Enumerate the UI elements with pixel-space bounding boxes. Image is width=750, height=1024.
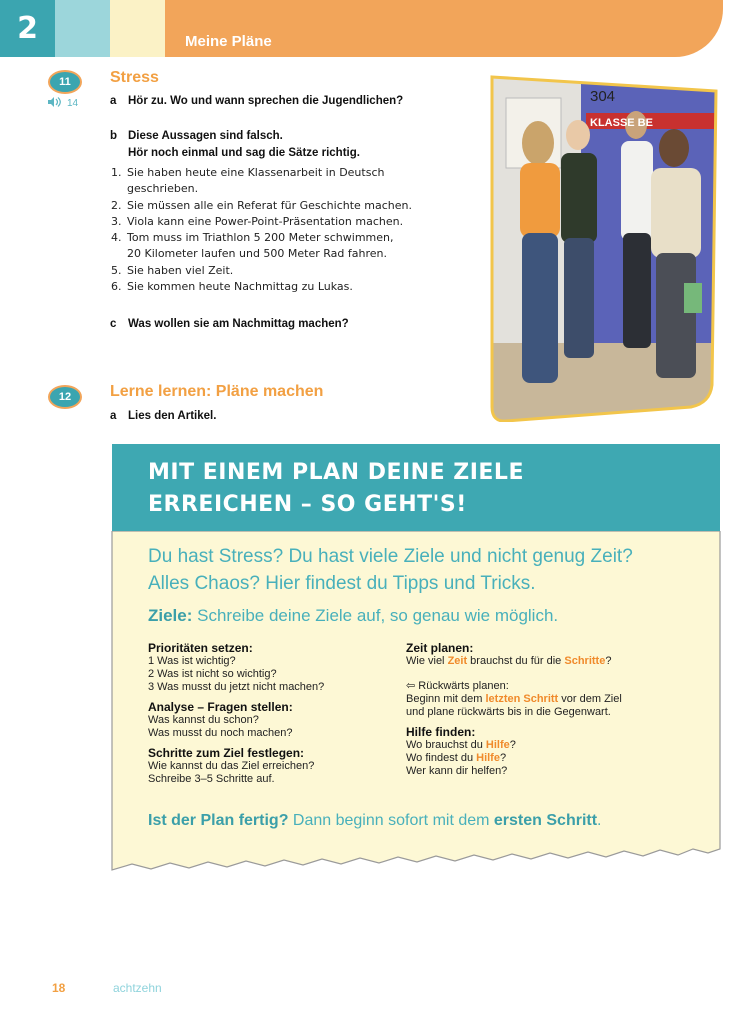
statement-line — [111, 263, 491, 279]
speaker-icon — [47, 97, 63, 110]
task-text: Lies den Artikel. — [128, 410, 217, 422]
task-11a — [110, 95, 403, 107]
header-band-teal — [55, 0, 110, 57]
prio-line: 2 Was ist nicht so wichtig? — [148, 668, 277, 680]
zeit-line: Wie viel Zeit brauchst du für die Schritte? — [406, 655, 612, 667]
statement-number: 3. — [111, 214, 122, 228]
rueckwaerts-label: ⇦ Rückwärts planen: — [406, 680, 509, 692]
statement-text: Tom muss im Triathlon 5 200 Meter schwimmen, — [127, 231, 394, 245]
task-text: Diese Aussagen sind falsch. — [128, 130, 283, 142]
intro-line-2: Alles Chaos? Hier findest du Tipps und Tricks. — [148, 573, 536, 594]
audio-track-number: 14 — [67, 98, 79, 109]
hilfe-line: Wo brauchst du Hilfe? — [406, 739, 516, 751]
intro-line-1: Du hast Stress? Du hast viele Ziele und nicht genug Zeit? — [148, 546, 633, 567]
classroom-photo — [486, 73, 722, 422]
article-left-column — [148, 642, 398, 793]
ziele-label: Ziele: — [148, 606, 193, 625]
task-11b — [110, 128, 360, 162]
statement-line — [111, 279, 491, 295]
hilfe-title: Hilfe finden: — [406, 725, 476, 739]
article-ziele — [148, 606, 558, 626]
statement-number: 1. — [111, 166, 122, 179]
room-number: 304 — [590, 88, 616, 105]
statement-line — [111, 181, 491, 197]
header-band-cream — [110, 0, 165, 57]
exercise-badge-11: 11 — [48, 70, 82, 94]
task-11c — [110, 318, 349, 330]
article-right-column — [406, 642, 706, 785]
statement-number: 6. — [111, 280, 122, 294]
statement-text: 20 Kilometer laufen und 500 Meter Rad fahren. — [127, 247, 388, 261]
statement-line — [111, 165, 491, 181]
task-12a — [110, 410, 216, 422]
rueckwaerts-line-2: und plane rückwärts bis in die Gegenwart. — [406, 706, 611, 718]
task-letter: a — [110, 95, 117, 107]
analyse-block — [148, 701, 398, 740]
audio-track[interactable] — [47, 97, 78, 110]
task-text: Was wollen sie am Nachmittag machen? — [128, 318, 349, 330]
statement-text: Sie haben viel Zeit. — [127, 263, 234, 277]
article-final-line: Ist der Plan fertig? Dann beginn sofort mit dem ersten Schritt. — [148, 812, 602, 829]
headline-line-1: MIT EINEM PLAN DEINE ZIELE — [148, 460, 524, 485]
statement-text: Sie kommen heute Nachmittag zu Lukas. — [127, 280, 353, 294]
task-letter: c — [110, 318, 117, 330]
article-headline — [148, 457, 524, 521]
section-title-stress: Stress — [110, 69, 159, 86]
statement-number — [111, 181, 127, 197]
statement-line — [111, 214, 491, 230]
statement-number: 5. — [111, 263, 122, 277]
statement-number — [111, 246, 127, 262]
statement-line — [111, 246, 491, 262]
rueckwaerts-block — [406, 680, 706, 719]
schritte-title: Schritte zum Ziel festlegen: — [148, 746, 305, 760]
statement-line — [111, 198, 491, 214]
zeit-title: Zeit planen: — [406, 641, 474, 655]
hilfe-line: Wer kann dir helfen? — [406, 765, 508, 777]
analyse-title: Analyse – Fragen stellen: — [148, 700, 293, 714]
task-text: Hör noch einmal und sag die Sätze richtig. — [128, 147, 360, 159]
section-title-plans: Lerne lernen: Pläne machen — [110, 383, 324, 400]
task-letter: b — [110, 130, 118, 142]
hilfe-line: Wo findest du Hilfe? — [406, 752, 507, 764]
headline-line-2: ERREICHEN – SO GEHT'S! — [148, 492, 467, 517]
schritte-line: Schreibe 3–5 Schritte auf. — [148, 773, 275, 785]
ziele-text: Schreibe deine Ziele auf, so genau wie möglich. — [197, 606, 559, 625]
statement-text: Sie müssen alle ein Referat für Geschichte machen. — [127, 198, 412, 212]
analyse-line: Was kannst du schon? — [148, 714, 259, 726]
prio-block — [148, 642, 398, 694]
analyse-line: Was musst du noch machen? — [148, 727, 293, 739]
statements-list — [111, 165, 491, 295]
task-text: Hör zu. Wo und wann sprechen die Jugendlichen? — [128, 95, 404, 107]
page-number-word: achtzehn — [113, 981, 162, 995]
statement-number: 4. — [111, 231, 122, 245]
exercise-badge-12: 12 — [48, 385, 82, 409]
hilfe-block — [406, 726, 706, 778]
rueckwaerts-line: Beginn mit dem letzten Schritt vor dem Ziel — [406, 693, 622, 705]
statement-text: Sie haben heute eine Klassenarbeit in Deutsch — [127, 166, 385, 179]
zeit-block — [406, 642, 706, 668]
chapter-number: 2 — [0, 0, 55, 57]
prio-title: Prioritäten setzen: — [148, 641, 253, 655]
final-question: Ist der Plan fertig? — [148, 812, 289, 829]
chapter-title: Meine Pläne — [185, 33, 272, 50]
statement-number: 2. — [111, 198, 122, 212]
prio-line: 3 Was musst du jetzt nicht machen? — [148, 681, 325, 693]
article-intro — [148, 543, 708, 597]
page-number: 18 — [52, 981, 66, 995]
statement-text: Viola kann eine Power-Point-Präsentation machen. — [127, 214, 404, 228]
schritte-line: Wie kannst du das Ziel erreichen? — [148, 760, 315, 772]
class-sign: KLASSE BE — [590, 117, 653, 129]
statement-text: geschrieben. — [127, 182, 199, 196]
schritte-block — [148, 747, 398, 786]
task-letter: a — [110, 410, 117, 422]
prio-line: 1 Was ist wichtig? — [148, 655, 236, 667]
statement-line — [111, 230, 491, 246]
